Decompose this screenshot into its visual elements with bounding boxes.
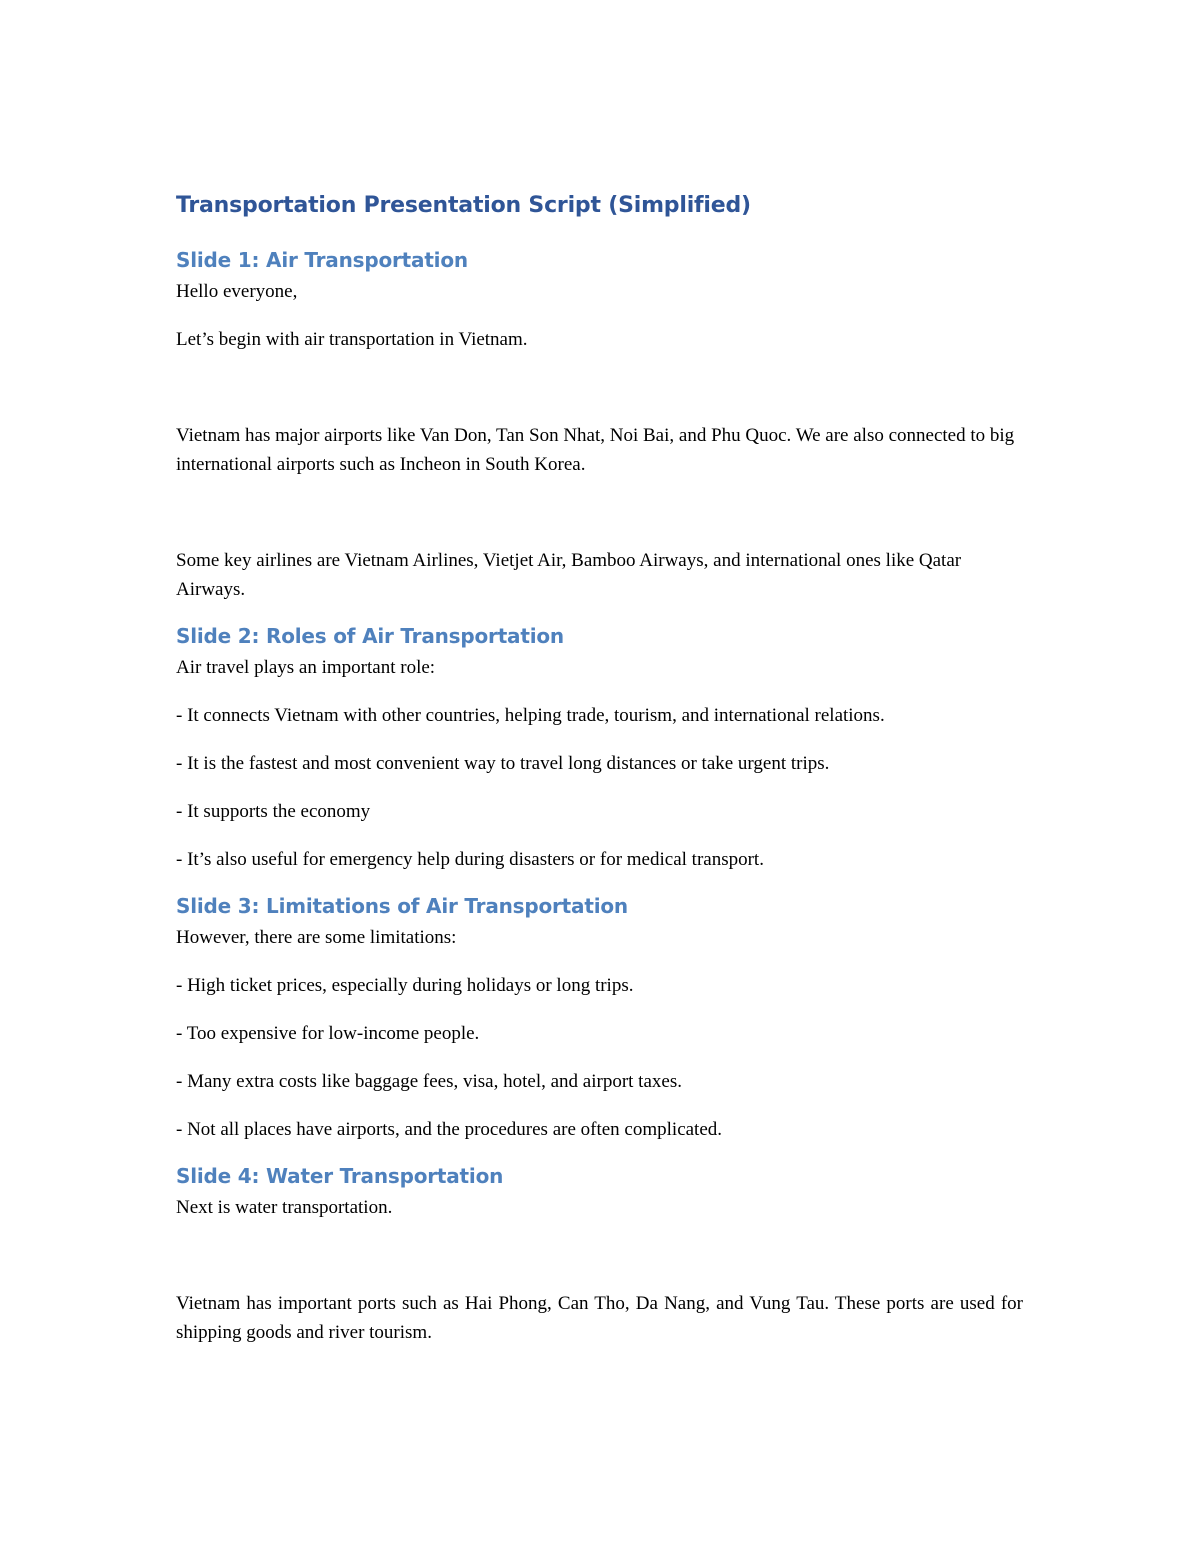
slide-1-paragraph: Vietnam has major airports like Van Don, Tan Son Nhat, Noi Bai, and Phu Quoc. We are also connected to big international airports such as Incheon in South Korea. [176, 425, 1015, 475]
document-title: Transportation Presentation Script (Simplified) [176, 193, 751, 218]
slide-1-heading: Slide 1: Air Transportation [176, 248, 468, 272]
slide-2-paragraph: - It supports the economy [176, 801, 371, 822]
slide-2-paragraph: - It’s also useful for emergency help during disasters or for medical transport. [176, 849, 764, 870]
slide-4-paragraph: Vietnam has important ports such as Hai Phong, Can Tho, Da Nang, and Vung Tau. These ports are used for shipping goods and river tourism. [176, 1293, 1023, 1343]
slide-3-paragraph: - Too expensive for low-income people. [176, 1023, 480, 1044]
slide-1-paragraph: Hello everyone, [176, 281, 298, 302]
slide-3-paragraph: - Many extra costs like baggage fees, visa, hotel, and airport taxes. [176, 1071, 682, 1092]
slide-1-paragraph: Let’s begin with air transportation in Vietnam. [176, 329, 528, 350]
slide-1-paragraph: Some key airlines are Vietnam Airlines, Vietjet Air, Bamboo Airways, and international ones like Qatar Airways. [176, 550, 962, 600]
slide-2-paragraph: Air travel plays an important role: [176, 657, 436, 678]
slide-3-paragraph: - High ticket prices, especially during holidays or long trips. [176, 975, 634, 996]
slide-3-paragraph: - Not all places have airports, and the procedures are often complicated. [176, 1119, 723, 1140]
document-body [176, 190, 1023, 1347]
slide-2-paragraph: - It is the fastest and most convenient way to travel long distances or take urgent trips. [176, 753, 830, 774]
slide-3-heading: Slide 3: Limitations of Air Transportation [176, 894, 628, 918]
slide-2-heading: Slide 2: Roles of Air Transportation [176, 624, 564, 648]
slide-3-paragraph: However, there are some limitations: [176, 927, 457, 948]
slide-4-paragraph: Next is water transportation. [176, 1197, 393, 1218]
slide-4-heading: Slide 4: Water Transportation [176, 1164, 504, 1188]
slide-2-paragraph: - It connects Vietnam with other countries, helping trade, tourism, and international relations. [176, 705, 885, 726]
